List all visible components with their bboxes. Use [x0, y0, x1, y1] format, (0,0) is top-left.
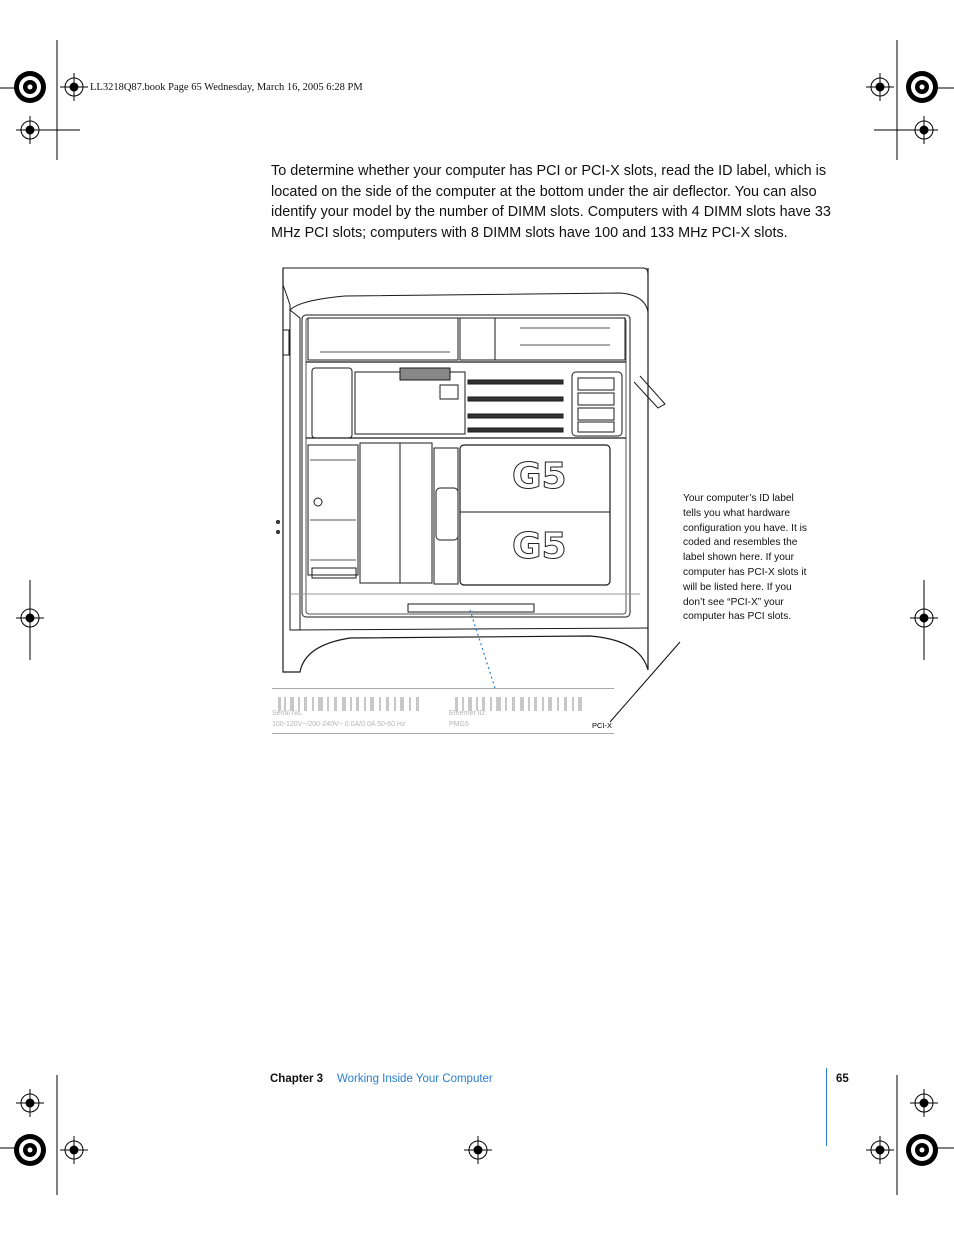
id-label-caption: Your computer’s ID label tells you what hardware configuration you have. It is coded and resembles the label shown here. If your computer has PCI-X slots it will be listed here. If you don’t see “PCI-X” your computer has PCI slots.: [683, 493, 808, 623]
case-top: [283, 268, 648, 312]
print-slug: LL3218Q87.book Page 65 Wednesday, March 16, 2005 6:28 PM: [90, 82, 363, 93]
serial-number-label: Serial No.: [272, 710, 303, 717]
body-paragraph: To determine whether your computer has PCI or PCI-X slots, read the ID label, which is located on the side of the computer at the bottom under the air deflector. You can also identify your model by the number of DIMM slots. Computers with 4 DIMM slots have 33 MHz PCI slots; computers with 8 DIMM slots have 100 and 133 MHz PCI-X slots.: [271, 163, 831, 241]
ethernet-id-label: Ethernet ID:: [449, 710, 487, 717]
page-number: 65: [836, 1073, 849, 1085]
g5-logo-top: G5: [512, 456, 567, 497]
model-code-label: PMG5: [449, 721, 469, 728]
footer-rule: [826, 1068, 827, 1146]
g5-logo-bottom: G5: [512, 526, 567, 567]
voltage-label: 100-120V~/200-240V~ 0.0A/0.0A 50-60 Hz: [272, 721, 406, 728]
pcix-label: PCI-X: [592, 721, 613, 730]
caption-leader-line: [610, 642, 680, 722]
callout-dotted-line: [470, 610, 495, 688]
footer-chapter: Chapter 3: [270, 1073, 324, 1085]
case-left-edge: [290, 310, 300, 630]
footer-chapter-title: Working Inside Your Computer: [337, 1073, 493, 1085]
case-outline: [283, 268, 648, 672]
